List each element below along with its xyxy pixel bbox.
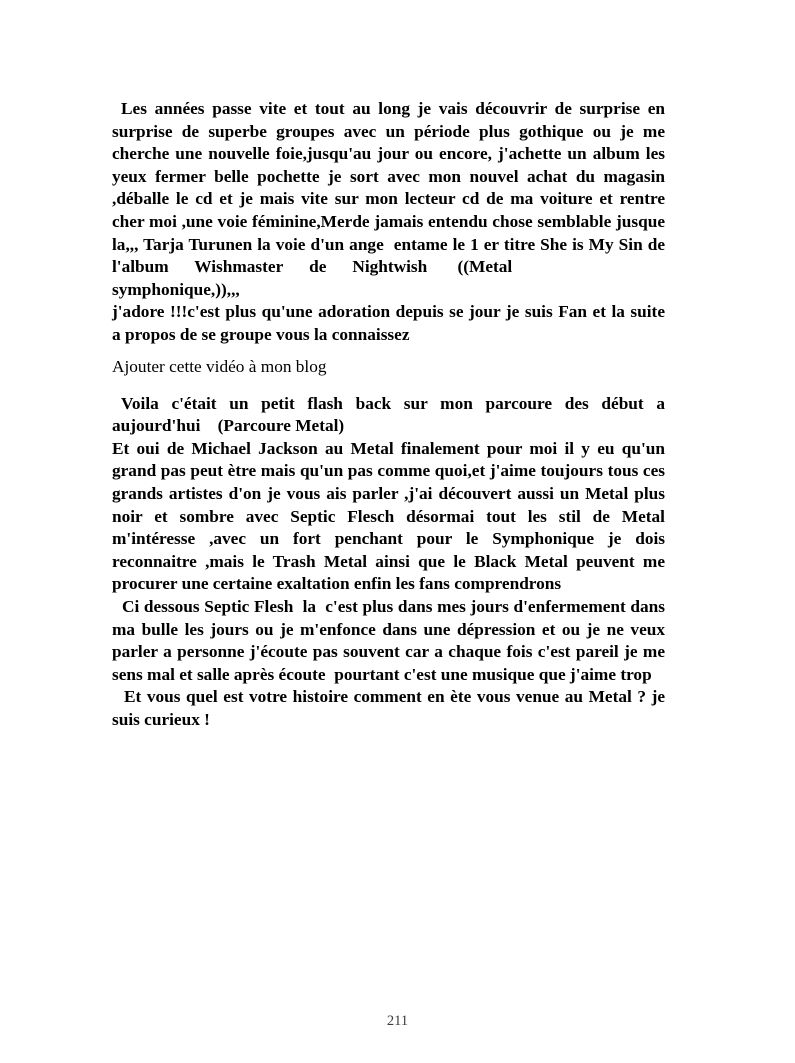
text-line: grands artistes d'on je vous ais parler ,j'ai découvert aussi un Metal plus: [112, 484, 665, 503]
blog-link-line: [112, 356, 665, 379]
text-line: procurer une certaine exaltation enfin les fans comprendrons: [112, 574, 562, 594]
text-line: grand pas peut ètre mais qu'un pas comme quoi,et j'aime toujours tous ces: [112, 461, 665, 481]
text-line: j'adore !!!c'est plus qu'une adoration depuis se jour je suis Fan et la suite: [112, 302, 665, 322]
text-line: Ci dessous Septic Flesh la c'est plus dans mes jours d'enfermement dans: [122, 596, 665, 616]
text-line: l'album Wishmaster de Nightwish ((Metal symphonique,)),,,: [112, 257, 539, 299]
text-line: cherche une nouvelle foie,jusqu'au jour ou encore, j'achette un album les: [112, 144, 665, 164]
text-line: ,déballe le cd et je mais vite sur mon lecteur cd de ma voiture et rentre: [112, 189, 665, 209]
text-line: ma bulle les jours ou je m'enfonce dans une dépression et ou je ne veux: [112, 619, 665, 639]
text-line: reconnaitre ,mais le Trash Metal ainsi que le Black Metal peuvent me: [112, 551, 665, 571]
text-line: m'intéresse ,avec un fort penchant pour le Symphonique je dois: [112, 529, 665, 549]
text-line: surprise de superbe groupes avec un période plus gothique ou je me: [112, 121, 665, 141]
page-number: 211: [386, 1013, 409, 1029]
text-line: aujourd'hui (Parcoure Metal): [112, 416, 345, 436]
text-line: la,,, Tarja Turunen la voie d'un ange entame le 1 er titre She is My Sin de: [112, 234, 665, 254]
paragraph-flashback: [112, 393, 665, 732]
text-line: a propos de se groupe vous la connaissez: [112, 324, 410, 344]
page-text-block: [112, 98, 665, 732]
text-line: yeux fermer belle pochette je sort avec mon nouvel achat du magasin: [112, 166, 665, 186]
text-line: parler a personne j'écoute pas souvent car a chaque fois c'est pareil je me: [112, 642, 665, 662]
text-line: noir et sombre avec Septic Flesch désormai tout les stil de Metal: [112, 506, 665, 526]
text-line: Et vous quel est votre histoire comment en ète vous venue au Metal ? je: [124, 687, 665, 707]
text-line: Et oui de Michael Jackson au Metal finalement pour moi il y eu qu'un: [112, 438, 665, 458]
paragraph-metal-discovery: [112, 98, 665, 347]
text-line: sens mal et salle après écoute pourtant c'est une musique que j'aime trop: [112, 664, 652, 684]
text-line: Ajouter cette vidéo à mon blog: [112, 356, 327, 376]
text-line: suis curieux !: [112, 709, 210, 729]
text-line: Voila c'était un petit flash back sur mon parcoure des début a: [121, 393, 665, 413]
text-line: Les années passe vite et tout au long je vais découvrir de surprise en: [121, 99, 665, 118]
text-line: cher moi ,une voie féminine,Merde jamais entendu chose semblable jusque: [112, 211, 665, 231]
